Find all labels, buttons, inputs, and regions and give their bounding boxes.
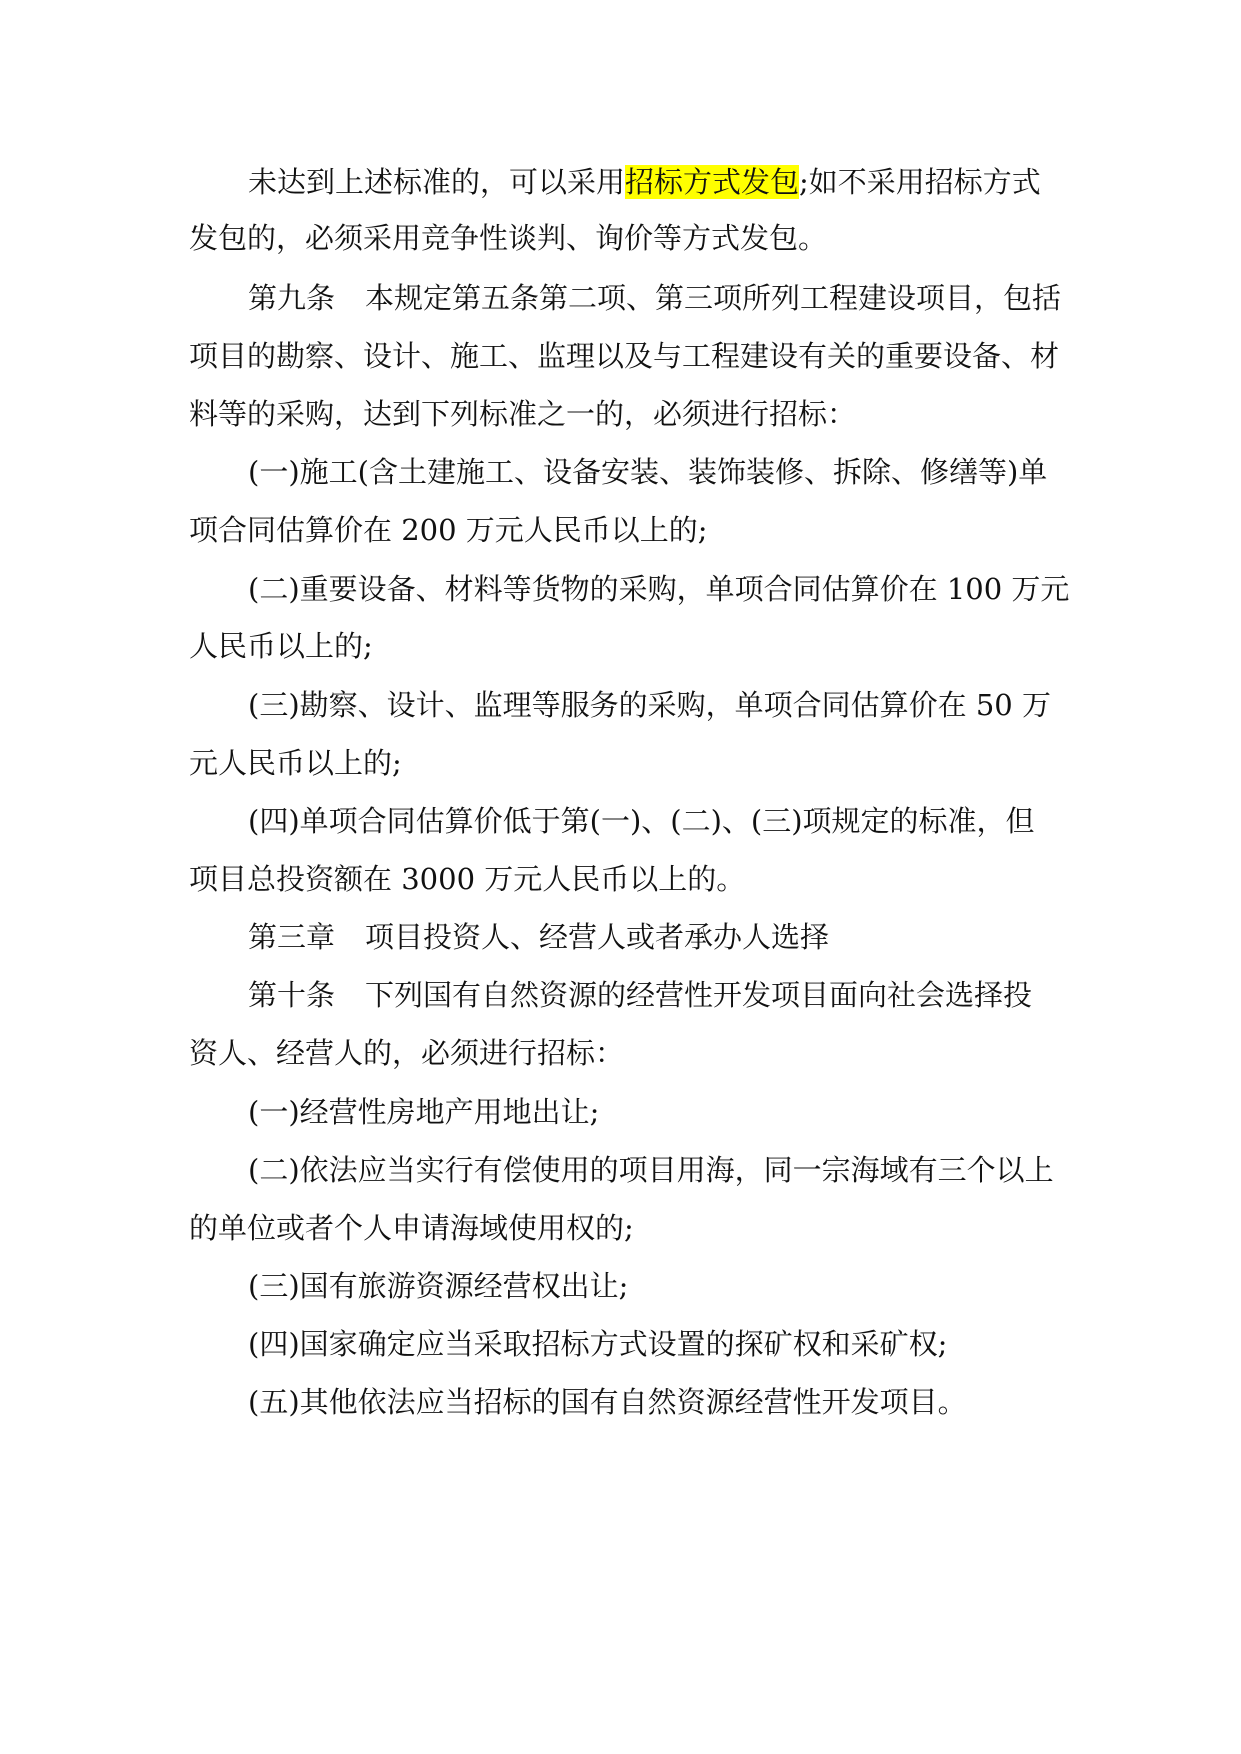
chapter-label: 第三章: [248, 920, 336, 954]
paragraph-line: 料等的采购，达到下列标准之一的，必须进行招标：: [189, 397, 857, 431]
list-item-line: 项目总投资额在 3000 万元人民币以上的。: [189, 862, 746, 896]
text-segment: 未达到上述标准的，可以采用: [248, 165, 626, 199]
article-heading-line: [0, 975, 1241, 1015]
text-segment: ;如不采用招标方式: [799, 165, 1041, 199]
list-item-line: (五)其他依法应当招标的国有自然资源经营性开发项目。: [248, 1385, 967, 1419]
list-item-line: (二)依法应当实行有偿使用的项目用海，同一宗海域有三个以上: [248, 1153, 1054, 1187]
article-label: 第十条: [248, 978, 336, 1012]
list-item-line: (三)国有旅游资源经营权出让;: [248, 1269, 629, 1303]
paragraph-line: 资人、经营人的，必须进行招标：: [189, 1036, 625, 1070]
article-heading-line: [0, 278, 1241, 318]
text-segment: 本规定第五条第二项、第三项所列工程建设项目，包括: [365, 281, 1062, 315]
article-label: 第九条: [248, 281, 336, 315]
text-segment: 下列国有自然资源的经营性开发项目面向社会选择投: [365, 978, 1033, 1012]
list-item-line: (一)施工(含土建施工、设备安装、装饰装修、拆除、修缮等)单: [248, 455, 1048, 489]
list-item-line: (二)重要设备、材料等货物的采购，单项合同估算价在 100 万元: [248, 572, 1070, 606]
list-item-line: (三)勘察、设计、监理等服务的采购，单项合同估算价在 50 万: [248, 688, 1051, 722]
paragraph-line: 项目的勘察、设计、施工、监理以及与工程建设有关的重要设备、材: [189, 339, 1060, 373]
list-item-line: 元人民币以上的;: [189, 746, 402, 780]
chapter-title: 项目投资人、经营人或者承办人选择: [365, 920, 830, 954]
paragraph-line: [0, 162, 1241, 202]
chapter-heading-line: [0, 917, 1241, 957]
list-item-line: (四)国家确定应当采取招标方式设置的探矿权和采矿权;: [248, 1327, 948, 1361]
list-item-line: (四)单项合同估算价低于第(一)、(二)、(三)项规定的标准，但: [248, 804, 1035, 838]
list-item-line: (一)经营性房地产用地出让;: [248, 1095, 600, 1129]
list-item-line: 的单位或者个人申请海域使用权的;: [189, 1211, 634, 1245]
paragraph-line: 发包的，必须采用竞争性谈判、询价等方式发包。: [189, 221, 828, 255]
highlighted-text: 招标方式发包: [625, 165, 800, 199]
list-item-line: 人民币以上的;: [189, 629, 373, 663]
list-item-line: 项合同估算价在 200 万元人民币以上的;: [189, 513, 708, 547]
